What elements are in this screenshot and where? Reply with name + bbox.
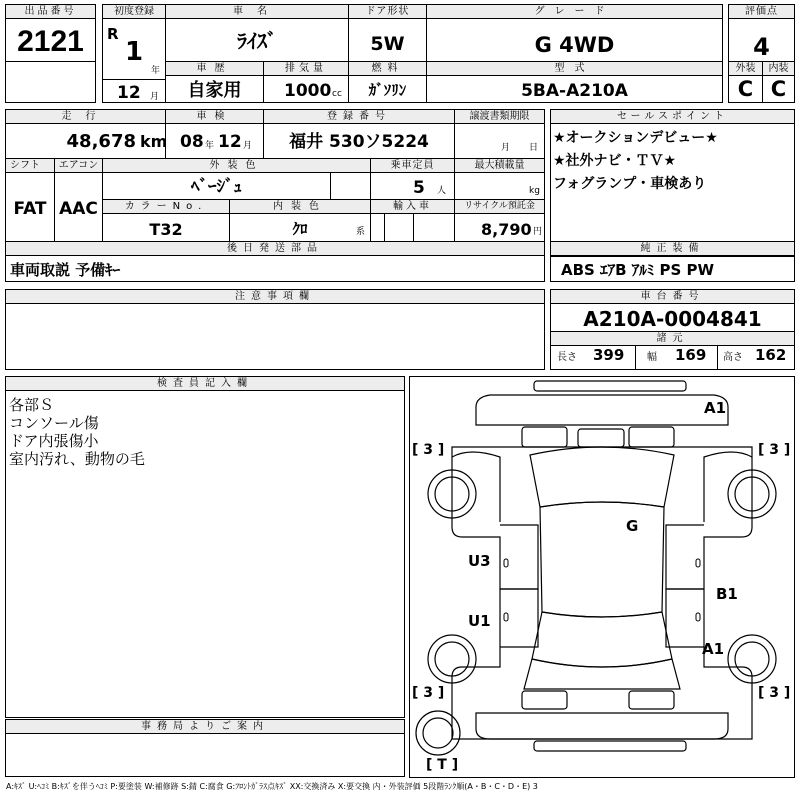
exterior-grade-label: 外装 (729, 62, 762, 76)
first-registration-month-unit: 月 (150, 92, 160, 102)
displacement-value: 1000 (284, 81, 332, 101)
sales-point-line: ★社外ナビ・ＴＶ★ (553, 153, 677, 169)
transfer-box (454, 109, 545, 159)
equipment-value: ABS ｴｱB ｱﾙﾐ PS PW (561, 261, 715, 279)
car-diagram-svg (410, 377, 794, 777)
car-diagram (409, 376, 795, 778)
windshield-outline (530, 447, 674, 507)
inspection-label: 車検 (166, 110, 263, 124)
score-label: 評価点 (729, 5, 794, 19)
rear-right-light (629, 691, 674, 709)
mark-right-front: A1 (702, 640, 725, 658)
sales-point-line: ★オークションデビュー★ (553, 130, 718, 146)
history-box (165, 61, 264, 103)
first-registration-month: 12 (117, 83, 141, 103)
inspection-box (165, 109, 264, 159)
inspector-note: ドア内張傷小 (9, 432, 99, 450)
capacity-box (370, 158, 455, 200)
sales-points-label: セールスポイント (551, 110, 794, 124)
rear-left-light (522, 691, 567, 709)
lot-number-box (5, 4, 96, 62)
mark-front-right: A1 (704, 399, 727, 417)
right-rear-door (666, 589, 704, 647)
office-box (5, 719, 405, 777)
lot-extra-box (5, 61, 96, 103)
grade-box (426, 4, 723, 62)
inspection-month: 12 (218, 132, 242, 152)
tire-grade-spare: [ T ] (426, 757, 459, 773)
interior-color-unit: 系 (356, 227, 366, 237)
mileage-unit: km (140, 132, 168, 151)
notes-box (5, 289, 545, 370)
bottom-bumper-outline (534, 741, 686, 751)
length-label: 長さ (557, 352, 577, 363)
left-rear-door (500, 589, 538, 647)
rear-window-outline (532, 612, 672, 667)
first-registration-year-unit: 年 (151, 66, 161, 76)
doors-value: 5W (370, 33, 405, 55)
color-number-label: カラーNo. (103, 200, 229, 214)
fuel-label: 燃料 (349, 62, 426, 76)
tire-grade-rear-left: [ 3 ] (412, 685, 445, 701)
first-registration-year: 1 (125, 37, 144, 67)
car-name-value: ﾗｲｽﾞ (237, 29, 277, 53)
mileage-label: 走行 (6, 110, 165, 124)
color-number-value: T32 (149, 220, 183, 239)
recycle-unit: 円 (533, 227, 543, 237)
aircon-value: AAC (59, 199, 98, 219)
capacity-label: 乗車定員 (371, 159, 454, 173)
grille-outline (578, 429, 624, 447)
chassis-label: 車台番号 (551, 290, 794, 304)
car-name-box (165, 4, 349, 62)
interior-grade-box (762, 61, 795, 103)
max-load-box (454, 158, 545, 200)
doors-label: ドア形状 (349, 5, 426, 19)
interior-grade-label: 内装 (763, 62, 794, 76)
aircon-label: エアコン (55, 159, 102, 173)
inspector-note: コンソール傷 (9, 414, 99, 432)
front-left-fender (452, 452, 500, 522)
registration-label: 登録番号 (264, 110, 454, 124)
later-parts-label: 後日発送部品 (6, 242, 544, 256)
front-bumper-outline (476, 395, 728, 425)
first-registration-box (102, 4, 166, 103)
shift-label: シフト (6, 159, 54, 173)
recycle-label: リサイクル預託金 (455, 200, 544, 214)
transfer-label: 譲渡書類期限 (455, 110, 544, 124)
tire-grade-rear-right: [ 3 ] (758, 685, 791, 701)
transfer-month-unit: 月 (501, 143, 511, 153)
inspector-note: 室内汚れ、動物の毛 (9, 450, 145, 468)
capacity-value: 5 (413, 178, 425, 198)
later-parts-box (5, 241, 545, 282)
legend-text: A:ｷｽﾞ U:ﾍｺﾐ B:ｷｽﾞを伴うﾍｺﾐ P:要塗装 W:補修跡 S:錆 C:腐食 G:ﾌﾛﾝﾄｶﾞﾗｽ点ｷｽﾞ XX:交換済み X:要交換 内・外装評価 5段階ﾗﾝｸ順(A・B・C・D・E) 3 (6, 782, 538, 791)
import-label: 輸入車 (371, 200, 454, 214)
car-name-label: 車名 (166, 5, 348, 19)
first-registration-era: R (107, 25, 119, 43)
exterior-grade-value: C (737, 77, 754, 101)
max-load-label: 最大積載量 (455, 159, 544, 173)
history-label: 車歴 (166, 62, 263, 76)
recycle-value: 8,790 (481, 220, 532, 239)
chassis-box (550, 289, 795, 370)
model-box (426, 61, 723, 103)
body-outline (452, 447, 752, 739)
displacement-label: 排気量 (264, 62, 348, 76)
grade-value: G 4WD (534, 33, 615, 57)
model-value: 5BA-A210A (521, 81, 628, 101)
history-value: 自家用 (187, 80, 242, 101)
mileage-box (5, 109, 166, 159)
shift-value: FAT (13, 199, 47, 219)
lot-number-label: 出品番号 (6, 5, 95, 19)
registration-box (263, 109, 455, 159)
exterior-grade-box (728, 61, 763, 103)
width-label: 幅 (647, 352, 657, 363)
inspection-year-unit: 年 (205, 141, 215, 151)
model-label: 型式 (427, 62, 722, 76)
interior-color-label: 内装色 (230, 200, 370, 214)
inspector-box (5, 376, 405, 718)
grade-label: グレード (427, 5, 722, 19)
mark-glass: G (626, 517, 639, 535)
max-load-unit: kg (529, 186, 540, 196)
transfer-day-unit: 日 (529, 143, 539, 153)
inspector-note: 各部Ｓ (9, 396, 55, 414)
front-right-light (629, 427, 674, 447)
right-front-door (666, 525, 704, 589)
mileage-value: 48,678 (66, 131, 136, 152)
tailgate-outline (524, 659, 680, 689)
aircon-box (54, 158, 103, 242)
first-registration-label: 初度登録 (103, 5, 165, 19)
inspector-label: 検査員記入欄 (6, 377, 404, 391)
front-right-fender (704, 452, 752, 522)
displacement-unit: cc (332, 89, 342, 99)
fuel-value: ｶﾞｿﾘﾝ (368, 81, 407, 99)
interior-color-value: ｸﾛ (292, 220, 308, 238)
sales-point-line: フォグランプ・車検あり (553, 176, 707, 192)
specs-label: 諸元 (551, 331, 794, 346)
score-value: 4 (753, 33, 770, 61)
chassis-value: A210A-0004841 (583, 307, 762, 331)
inspection-year: 08 (180, 132, 204, 152)
lot-number-value: 2121 (17, 25, 84, 58)
rear-bumper-outline (476, 713, 728, 739)
exterior-color-label: 外装色 (103, 159, 370, 173)
sales-points-box (550, 109, 795, 257)
displacement-box (263, 61, 349, 103)
roof-outline (540, 502, 664, 617)
tire-grade-front-right: [ 3 ] (758, 442, 791, 458)
left-front-door (500, 525, 538, 589)
top-bumper-outline (534, 381, 686, 391)
inspection-month-unit: 月 (243, 141, 253, 151)
mark-right-rear: B1 (716, 585, 738, 603)
registration-value: 福井 530ソ5224 (289, 132, 429, 152)
equipment-box (550, 241, 795, 282)
doors-box (348, 4, 427, 62)
length-value: 399 (593, 346, 625, 364)
shift-box (5, 158, 55, 242)
later-parts-value: 車両取説 予備ｷｰ (10, 261, 121, 279)
height-value: 162 (755, 346, 787, 364)
equipment-label: 純正装備 (551, 242, 794, 256)
exterior-color-box (102, 158, 371, 200)
interior-color-box (229, 199, 371, 242)
fuel-box (348, 61, 427, 103)
exterior-color-value: ﾍﾞｰｼﾞｭ (191, 177, 242, 197)
mark-left-rear-door: U3 (468, 552, 491, 570)
height-label: 高さ (723, 352, 743, 363)
import-box (370, 199, 455, 242)
score-box (728, 4, 795, 62)
capacity-unit: 人 (437, 186, 447, 196)
front-left-light (522, 427, 567, 447)
color-number-box (102, 199, 230, 242)
notes-label: 注意事項欄 (6, 290, 544, 304)
recycle-box (454, 199, 545, 242)
interior-grade-value: C (770, 77, 787, 101)
width-value: 169 (675, 346, 707, 364)
office-label: 事務局よりご案内 (6, 720, 404, 734)
mark-left-front-door: U1 (468, 612, 491, 630)
tire-grade-front-left: [ 3 ] (412, 442, 445, 458)
